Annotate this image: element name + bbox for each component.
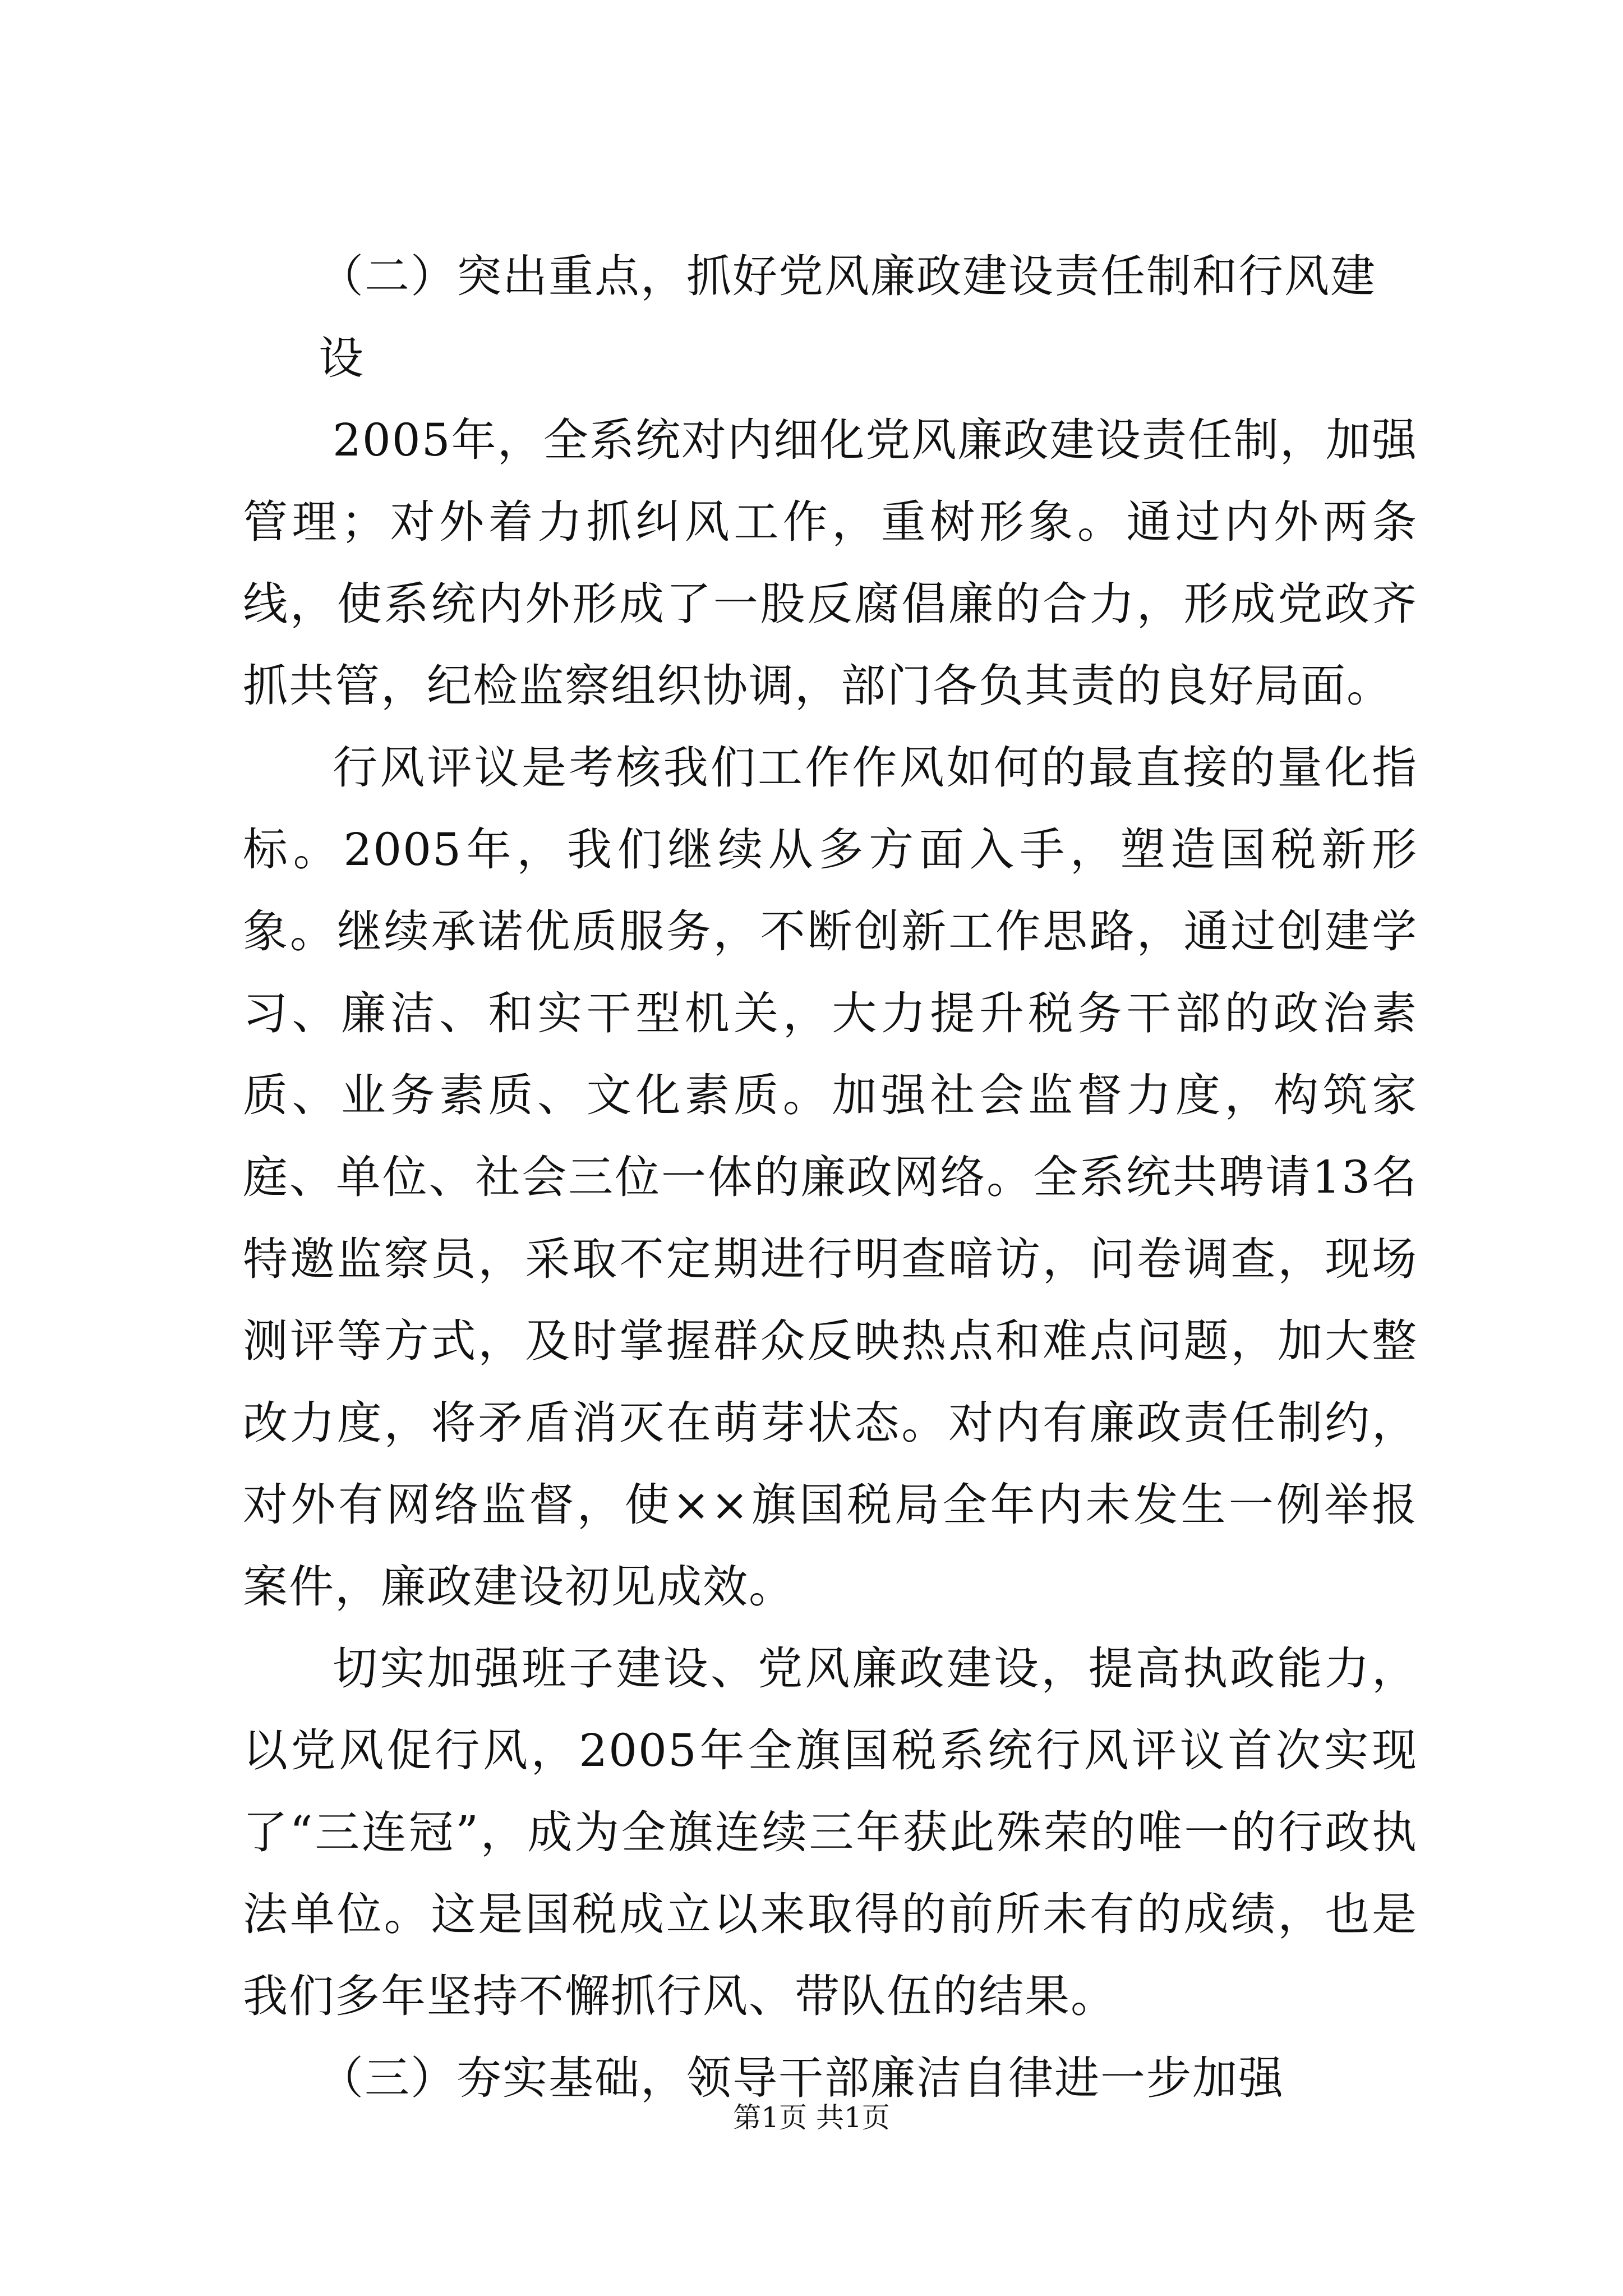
page-footer: 第1页 共1页 <box>733 2101 890 2134</box>
section-heading-2: （二）突出重点，抓好党风廉政建设责任制和行风建设 <box>319 250 1376 384</box>
section-heading-3: （三）夯实基础，领导干部廉洁自律进一步加强 <box>319 2052 1284 2104</box>
paragraph: 切实加强班子建设、党风廉政建设，提高执政能力，以党风促行风，2005年全旗国税系统行风评议首次实现了“三连冠”，成为全旗连续三年获此殊荣的唯一的行政执法单位。这是国税成立以来取得的前所未有的成绩，也是我们多年坚持不懈抓行风、带队伍的结果。 <box>243 1642 1418 2022</box>
paragraph: 行风评议是考核我们工作作风如何的最直接的量化指标。2005年，我们继续从多方面入手，塑造国税新形象。继续承诺优质服务，不断创新工作思路，通过创建学习、廉洁、和实干型机关，大力提升税务干部的政治素质、业务素质、文化素质。加强社会监督力度，构筑家庭、单位、社会三位一体的廉政网络。全系统共聘请13名特邀监察员，采取不定期进行明查暗访，问卷调查，现场测评等方式，及时掌握群众反映热点和难点问题，加大整改力度，将矛盾消灭在萌芽状态。对内有廉政责任制约，对外有网络监督，使××旗国税局全年内未发生一例举报案件，廉政建设初见成效。 <box>243 742 1418 1613</box>
paragraph: 2005年，全系统对内细化党风廉政建设责任制，加强管理；对外着力抓纠风工作，重树形象。通过内外两条线，使系统内外形成了一股反腐倡廉的合力，形成党政齐抓共管，纪检监察组织协调，部门各负其责的良好局面。 <box>243 414 1418 712</box>
document-body <box>243 236 1418 2119</box>
